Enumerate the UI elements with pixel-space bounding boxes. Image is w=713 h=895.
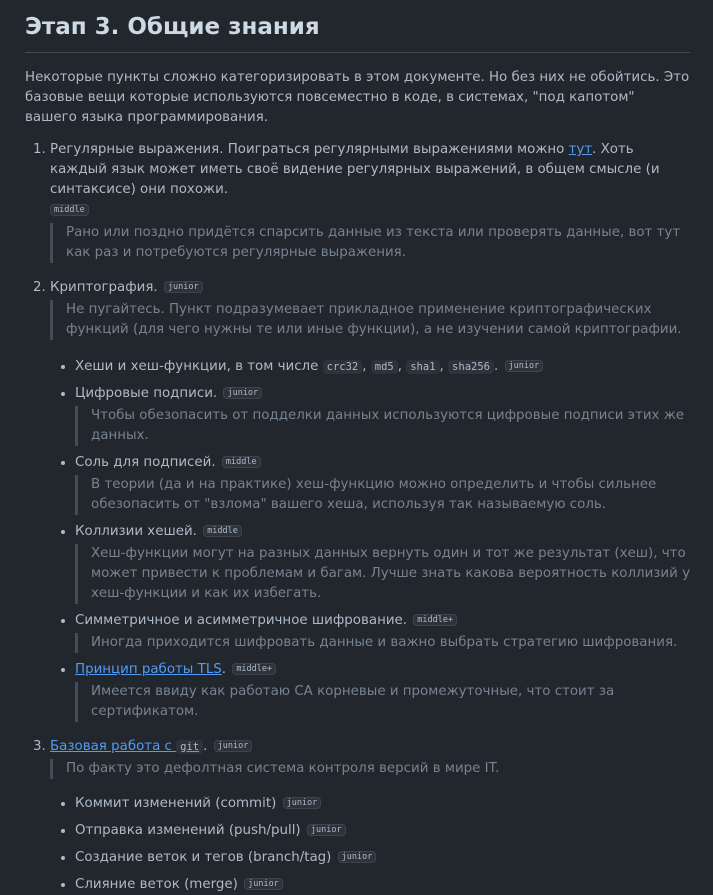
- blockquote: В теории (да и на практике) хеш-функцию можно определить и чтобы сильнее обезопасить от "взлома" вашего хеша, используя так называемую соль.: [75, 475, 690, 515]
- main-list: [25, 140, 690, 895]
- blockquote: Рано или поздно придётся спарсить данные из текста или проверять данные, вот тут как раз и потребуются регулярные выражения.: [50, 223, 690, 263]
- sub-item-text: Отправка изменений (push/pull): [75, 823, 301, 838]
- sub-item-text: Коммит изменений (commit): [75, 796, 277, 811]
- item-text: . Хоть каждый язык может иметь своё видение регулярных выражений, в общем смысле (и синтаксисе) они похожи.: [50, 142, 660, 197]
- inline-code: md5: [371, 360, 398, 374]
- level-badge: middle+: [232, 663, 276, 675]
- sub-item: [75, 820, 690, 841]
- sub-list: [50, 356, 690, 722]
- list-item-git: [50, 736, 690, 895]
- inline-code: crc32: [323, 360, 363, 374]
- sub-item: [75, 793, 690, 814]
- level-badge: middle: [222, 456, 261, 468]
- inline-code: git: [176, 740, 203, 754]
- list-item-regex: [50, 140, 690, 263]
- level-badge: junior: [307, 824, 346, 836]
- sub-item: [75, 610, 690, 653]
- item-text: .: [203, 739, 208, 754]
- sub-item-text: Симметричное и асимметричное шифрование.: [75, 613, 408, 628]
- level-badge: middle: [203, 525, 242, 537]
- level-badge: middle+: [413, 614, 457, 626]
- list-item-crypto: [50, 277, 690, 722]
- inline-code: sha256: [448, 360, 494, 374]
- sub-item: • Хеши и хеш-функции, в том числе crc32 , md5 , sha1 , sha256 . junior: [75, 356, 690, 377]
- blockquote: Имеется ввиду как работаю CA корневые и промежуточные, что стоит за сертификатом.: [75, 682, 690, 722]
- regex-link[interactable]: тут: [568, 142, 593, 157]
- level-badge: junior: [223, 387, 262, 399]
- inline-code: sha1: [406, 360, 439, 374]
- sub-item: [75, 521, 690, 604]
- sub-item-text: Соль для подписей.: [75, 455, 216, 470]
- blockquote: Хеш-функции могут на разных данных вернуть один и тот же результат (хеш), что может привести к проблемам и багам. Лучше знать какова вероятность коллизий у хеш-функции и как их избегать.: [75, 544, 690, 604]
- blockquote: Не пугайтесь. Пункт подразумевает прикладное применение криптографических функций (для чего нужны те или иные функции), а не изучении самой криптографии.: [50, 300, 690, 340]
- level-badge: junior: [164, 281, 203, 293]
- git-link-text: Базовая работа с: [50, 739, 172, 754]
- sub-item-text: Создание веток и тегов (branch/tag): [75, 850, 332, 865]
- sub-item-text: .: [221, 662, 227, 677]
- level-badge: junior: [283, 797, 322, 809]
- blockquote: По факту это дефолтная система контроля версий в мире IT.: [50, 759, 690, 779]
- sub-item: [75, 452, 690, 515]
- level-badge: junior: [505, 360, 544, 372]
- sub-list: [50, 793, 690, 895]
- blockquote: Иногда приходится шифровать данные и важно выбрать стратегию шифрования.: [75, 633, 690, 653]
- sub-item: [75, 847, 690, 868]
- level-badge: junior: [214, 740, 253, 752]
- item-text: Регулярные выражения. Поиграться регулярными выражениями можно: [50, 142, 569, 157]
- sub-item-text: Слияние веток (merge): [75, 877, 238, 892]
- sub-item-text: Коллизии хешей.: [75, 524, 197, 539]
- blockquote: Чтобы обезопасить от подделки данных используются цифровые подписи этих же данных.: [75, 406, 690, 446]
- intro-paragraph: Некоторые пункты сложно категоризировать в этом документе. Но без них не обойтись. Это базовые вещи которые используются повсеместно в коде, в системах, "под капотом" вашего языка программирования.: [25, 70, 690, 125]
- sub-item-text: Хеши и хеш-функции, в том числе: [75, 359, 319, 374]
- sub-item-text: Цифровые подписи.: [75, 386, 218, 401]
- page-title: Этап 3. Общие знания: [25, 10, 690, 53]
- git-link[interactable]: [50, 739, 203, 754]
- level-badge: junior: [338, 851, 377, 863]
- sub-item: [75, 383, 690, 446]
- item-text: Криптография.: [50, 280, 158, 295]
- level-badge: junior: [244, 878, 283, 890]
- sub-item: [75, 659, 690, 722]
- level-badge: middle: [50, 204, 89, 216]
- tls-link[interactable]: Принцип работы TLS: [75, 662, 222, 677]
- sub-item: [75, 874, 690, 895]
